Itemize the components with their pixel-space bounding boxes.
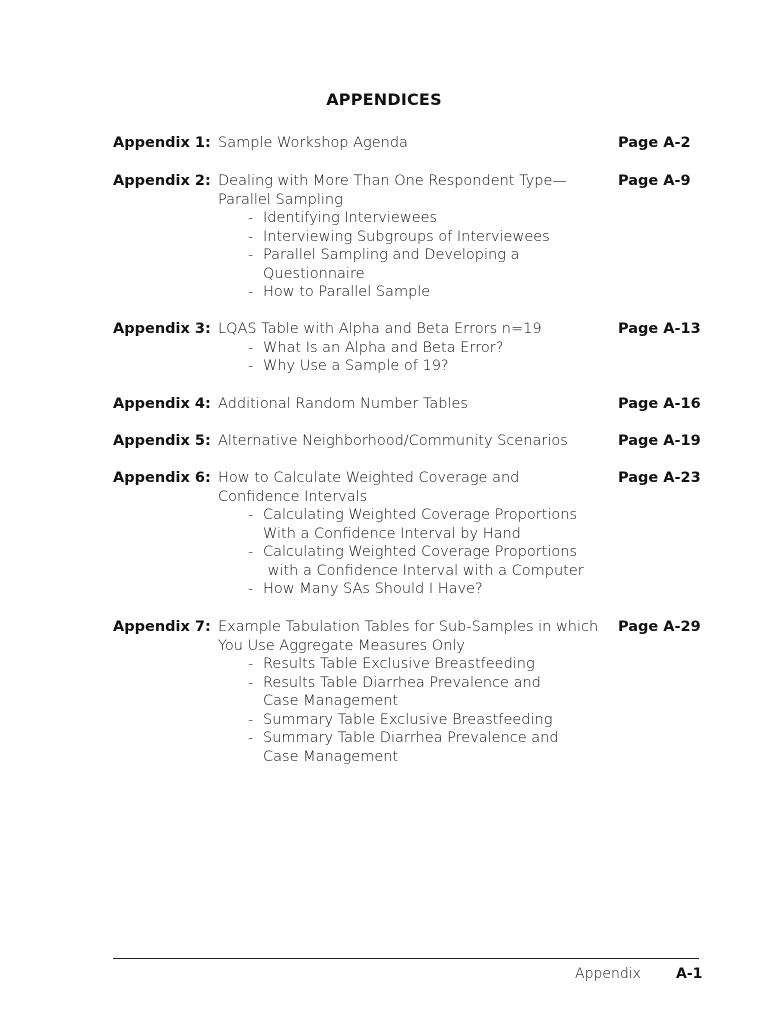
appendix-page-ref: Page A-19 <box>618 433 701 449</box>
appendix-title-line: Confidence Intervals <box>218 488 368 505</box>
appendix-subitem-line: Summary Table Diarrhea Prevalence and <box>263 730 559 746</box>
appendix-body <box>218 432 603 451</box>
appendix-title-line: Example Tabulation Tables for Sub-Samples in which <box>218 619 599 635</box>
appendix-entry <box>113 618 713 766</box>
bullet-dash: - <box>248 711 254 728</box>
appendix-entry <box>113 320 713 376</box>
bullet-dash: - <box>248 210 254 226</box>
appendix-body <box>218 320 603 376</box>
footer-page-number: A-1 <box>676 966 703 982</box>
appendix-subitem <box>218 283 603 302</box>
appendix-subitem-line: Results Table Diarrhea Prevalence and <box>263 674 541 691</box>
appendix-subitem-list <box>218 506 603 599</box>
appendix-subitem-line: Identifying Interviewees <box>263 210 438 226</box>
bullet-dash: - <box>248 581 254 597</box>
appendix-subitem <box>218 674 603 711</box>
appendix-label: Appendix 1: <box>113 135 211 151</box>
page-title: APPENDICES <box>326 90 442 109</box>
appendix-subitem <box>218 357 603 376</box>
appendix-title-line: Parallel Sampling <box>218 191 343 208</box>
appendix-entry <box>113 172 713 302</box>
appendix-body <box>218 395 603 414</box>
bullet-dash: - <box>248 674 254 691</box>
appendix-subitem-line: Calculating Weighted Coverage Proportions <box>263 507 578 523</box>
appendix-body <box>218 134 603 153</box>
bullet-dash: - <box>248 730 254 746</box>
appendix-label: Appendix 7: <box>113 619 211 635</box>
appendix-subitem-list <box>218 655 603 766</box>
appendix-entry <box>113 134 713 153</box>
appendix-subitem-list <box>218 339 603 376</box>
appendix-body <box>218 172 603 302</box>
appendix-label: Appendix 3: <box>113 321 211 337</box>
bullet-dash: - <box>248 339 254 356</box>
appendix-subitem-line: How to Parallel Sample <box>263 284 431 300</box>
appendix-subitem-line: Parallel Sampling and Developing a <box>263 247 520 263</box>
appendix-title-line: Alternative Neighborhood/Community Scenarios <box>218 433 568 449</box>
appendix-label: Appendix 6: <box>113 470 211 486</box>
appendix-entry <box>113 469 713 599</box>
appendix-entry <box>113 395 713 414</box>
appendix-title-line: Dealing with More Than One Respondent Type— <box>218 173 567 189</box>
appendix-label: Appendix 2: <box>113 173 211 189</box>
bullet-dash: - <box>248 247 254 263</box>
appendix-subitem <box>218 711 603 730</box>
appendix-subitem-line: Case Management <box>263 748 399 765</box>
appendix-page-ref: Page A-23 <box>618 470 701 486</box>
appendix-subitem <box>218 339 603 358</box>
appendix-entry <box>113 432 713 451</box>
bullet-dash: - <box>248 507 254 523</box>
appendix-subitem <box>218 655 603 674</box>
appendix-subitem-line: Case Management <box>263 693 399 709</box>
appendix-label: Appendix 5: <box>113 433 211 449</box>
bullet-dash: - <box>248 358 254 374</box>
bullet-dash: - <box>248 284 254 300</box>
appendix-title-line: You Use Aggregate Measures Only <box>218 637 465 654</box>
appendix-subitem <box>218 729 603 766</box>
appendix-subitem-line: What Is an Alpha and Beta Error? <box>263 339 504 356</box>
footer-divider <box>113 958 699 959</box>
appendix-subitem-list <box>218 209 603 302</box>
appendix-subitem-line: Interviewing Subgroups of Interviewees <box>263 228 550 245</box>
appendix-body <box>218 618 603 766</box>
appendix-subitem-line: Summary Table Exclusive Breastfeeding <box>263 711 553 728</box>
appendix-subitem-line: How Many SAs Should I Have? <box>263 581 483 597</box>
appendix-page-ref: Page A-13 <box>618 321 701 337</box>
appendix-subitem <box>218 246 603 283</box>
appendix-subitem <box>218 209 603 228</box>
appendix-title-line: Additional Random Number Tables <box>218 396 468 412</box>
appendix-subitem-line: Questionnaire <box>263 265 365 282</box>
appendix-subitem-line: Why Use a Sample of 19? <box>263 358 449 374</box>
appendix-title-line: LQAS Table with Alpha and Beta Errors n=19 <box>218 321 542 337</box>
appendix-subitem-line: Results Table Exclusive Breastfeeding <box>263 656 535 672</box>
bullet-dash: - <box>248 228 254 245</box>
bullet-dash: - <box>248 544 254 560</box>
appendix-subitem <box>218 580 603 599</box>
appendix-subitem-line: Calculating Weighted Coverage Proportions <box>263 544 578 560</box>
appendix-page-ref: Page A-29 <box>618 619 701 635</box>
footer-section-label: Appendix <box>575 966 641 982</box>
appendix-subitem <box>218 228 603 247</box>
appendix-subitem <box>218 543 603 580</box>
appendix-title-line: How to Calculate Weighted Coverage and <box>218 470 520 486</box>
appendix-page-ref: Page A-16 <box>618 396 701 412</box>
appendix-subitem <box>218 506 603 543</box>
appendix-subitem-line: with a Confidence Interval with a Computer <box>263 562 584 579</box>
appendix-title-line: Sample Workshop Agenda <box>218 135 408 151</box>
appendix-page-ref: Page A-9 <box>618 173 691 189</box>
bullet-dash: - <box>248 656 254 672</box>
appendix-page-ref: Page A-2 <box>618 135 691 151</box>
appendix-body <box>218 469 603 599</box>
appendix-subitem-line: With a Confidence Interval by Hand <box>263 525 521 542</box>
appendix-label: Appendix 4: <box>113 396 211 412</box>
